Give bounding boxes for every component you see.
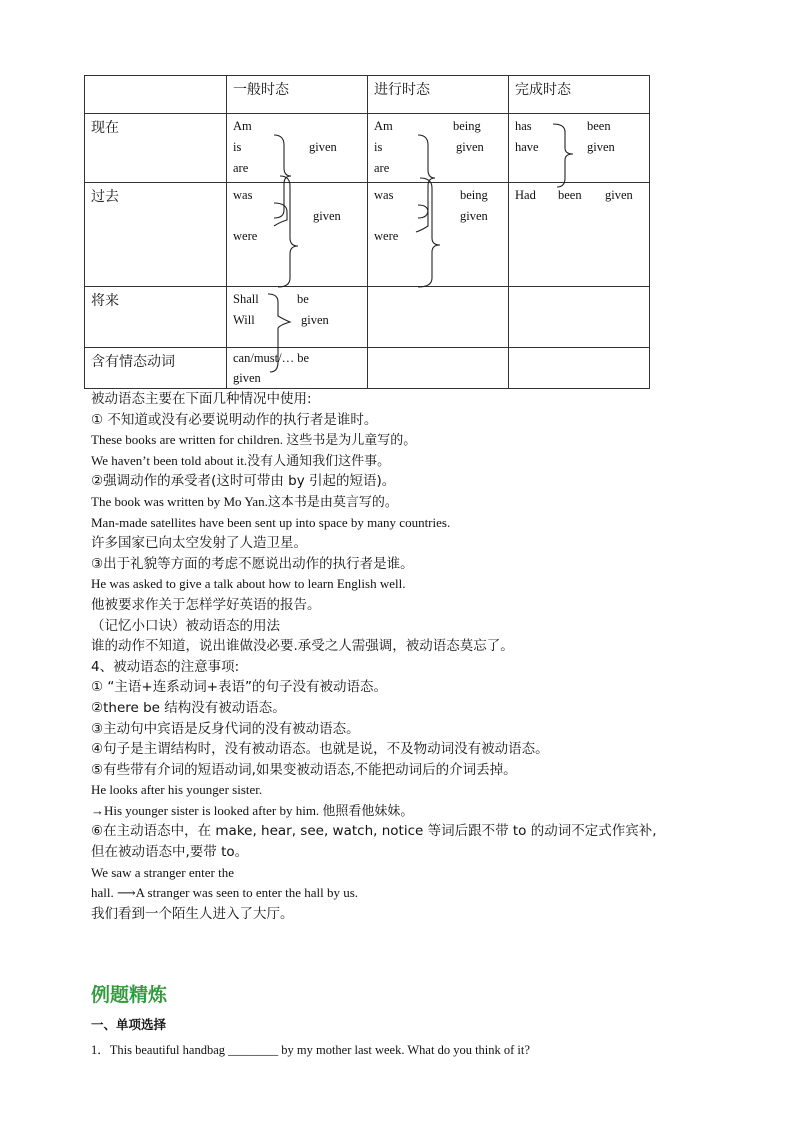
note-line: 我们看到一个陌生人进入了大厅。 xyxy=(91,905,294,922)
note-line: 被动语态主要在下面几种情况中使用: xyxy=(91,391,312,407)
verb-given: given xyxy=(605,188,633,202)
cell-future-simple xyxy=(227,287,368,348)
note-line: ③主动句中宾语是反身代词的没有被动语态。 xyxy=(91,720,360,737)
aux-shall: Shall xyxy=(233,292,259,306)
row-label-past: 过去 xyxy=(85,183,227,287)
aux-being: being xyxy=(453,119,481,133)
aux-will: Will xyxy=(233,313,255,327)
note-line: He was asked to give a talk about how to learn English well. xyxy=(91,576,406,592)
note-line: We saw a stranger enter the xyxy=(91,864,234,880)
table-header-perfect: 完成时态 xyxy=(509,76,650,114)
cell-past-progressive xyxy=(368,183,509,287)
aux-were: were xyxy=(233,229,258,243)
cell-modal-simple xyxy=(227,348,368,389)
note-line: ⑤有些带有介词的短语动词,如果变被动语态,不能把动词后的介词丢掉。 xyxy=(91,761,517,778)
note-line: 谁的动作不知道，说出谁做没必要.承受之人需强调，被动语态莫忘了。 xyxy=(91,638,514,655)
aux-was: was xyxy=(233,188,253,202)
note-line: ① “主语+连系动词+表语”的句子没有被动语态。 xyxy=(91,679,388,696)
sub-heading: 一、单项选择 xyxy=(91,1017,167,1032)
note-line: （记忆小口诀）被动语态的用法 xyxy=(91,617,280,634)
note-line: ⑥在主动语态中，在 make, hear, see, watch, notice 等词后跟不带 to 的动词不定式作宾补, xyxy=(91,823,657,840)
row-label-future: 将来 xyxy=(85,287,227,348)
verb-given: given xyxy=(460,209,488,223)
cell-past-simple xyxy=(227,183,368,287)
note-line: →His younger sister is looked after by him. 他照看他妹妹。 xyxy=(91,802,414,818)
aux-is: is xyxy=(374,140,383,154)
aux-are: are xyxy=(374,161,390,175)
note-line: These books are written for children. 这些书是为儿童写的。 xyxy=(91,432,417,448)
cell-present-perfect xyxy=(509,114,650,183)
aux-being: being xyxy=(460,188,488,202)
aux-be: be xyxy=(297,292,309,306)
verb-given: given xyxy=(456,140,484,154)
note-line: The book was written by Mo Yan.这本书是由莫言写的。 xyxy=(91,493,398,509)
cell-past-perfect xyxy=(509,183,650,287)
aux-been: been xyxy=(558,188,582,202)
row-label-present: 现在 xyxy=(85,114,227,183)
note-line: hall. ⟶A stranger was seen to enter the hall by us. xyxy=(91,885,359,901)
aux-were: were xyxy=(374,229,399,243)
note-line: 许多国家已向太空发射了人造卫星。 xyxy=(91,535,307,552)
cell-modal-progressive xyxy=(368,348,509,389)
note-line: ②there be 结构没有被动语态。 xyxy=(91,699,286,716)
cell-modal-perfect xyxy=(509,348,650,389)
cell-future-perfect xyxy=(509,287,650,348)
table-header-blank xyxy=(85,76,227,114)
note-line: 他被要求作关于怎样学好英语的报告。 xyxy=(91,596,321,613)
aux-was: was xyxy=(374,188,394,202)
note-line: 4、被动语态的注意事项: xyxy=(91,658,240,675)
note-line: We haven’t been told about it.没有人通知我们这件事。 xyxy=(91,452,391,468)
cell-future-progressive xyxy=(368,287,509,348)
aux-are: are xyxy=(233,161,249,175)
cell-present-simple xyxy=(227,114,368,183)
note-line: He looks after his younger sister. xyxy=(91,782,263,798)
note-line: 但在被动语态中,要带 to。 xyxy=(91,844,249,861)
verb-given: given xyxy=(233,371,261,385)
verb-given: given xyxy=(313,209,341,223)
cell-present-progressive xyxy=(368,114,509,183)
aux-have: have xyxy=(515,140,539,154)
aux-is: is xyxy=(233,140,242,154)
aux-am: Am xyxy=(374,119,393,133)
verb-given: given xyxy=(301,313,329,327)
note-line: ① 不知道或没有必要说明动作的执行者是谁时。 xyxy=(91,411,378,428)
modal-be: can/must/… be xyxy=(233,351,310,365)
aux-been: been xyxy=(587,119,611,133)
aux-had: Had xyxy=(515,188,536,202)
row-label-modal: 含有情态动词 xyxy=(85,348,227,389)
question-1: 1．This beautiful handbag ________ by my mother last week. What do you think of it? xyxy=(91,1043,530,1057)
note-line: ③出于礼貌等方面的考虑不愿说出动作的执行者是谁。 xyxy=(91,555,414,572)
table-header-simple: 一般时态 xyxy=(227,76,368,114)
table-header-progressive: 进行时态 xyxy=(368,76,509,114)
aux-has: has xyxy=(515,119,532,133)
section-heading: 例题精炼 xyxy=(91,984,168,1006)
aux-am: Am xyxy=(233,119,252,133)
passive-voice-tense-table xyxy=(84,75,650,389)
verb-given: given xyxy=(309,140,337,154)
note-line: ④句子是主谓结构时，没有被动语态。也就是说，不及物动词没有被动语态。 xyxy=(91,741,549,758)
verb-given: given xyxy=(587,140,615,154)
note-line: ②强调动作的承受者(这时可带由 by 引起的短语)。 xyxy=(91,473,396,490)
explanation-notes xyxy=(91,389,731,924)
note-line: Man-made satellites have been sent up into space by many countries. xyxy=(91,514,451,530)
